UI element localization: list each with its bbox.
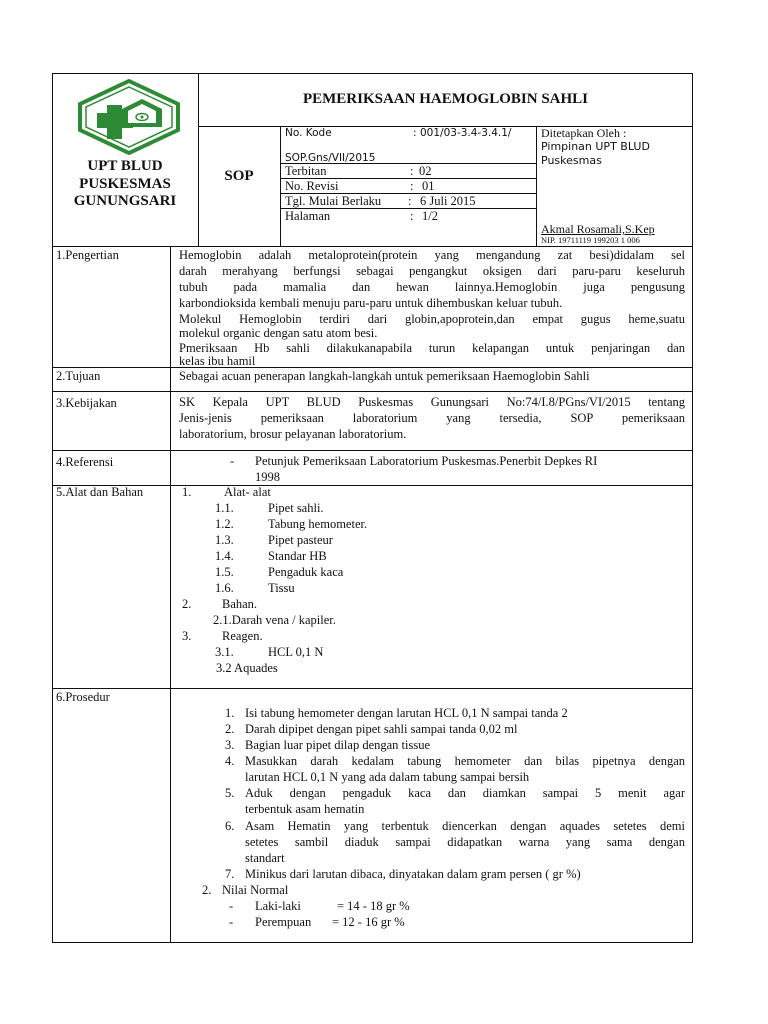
alat-item: Standar HB: [268, 549, 327, 563]
prosedur-step-text: larutan HCL 0,1 N yang ada dalam tabung sampai bersih: [245, 770, 530, 784]
alat-item-num: 1.4.: [215, 549, 234, 563]
prosedur-step-text: Masukkan darah kedalam tabung hemometer dan bilas pipetnya dengan: [245, 754, 685, 768]
meta-halaman-label: Halaman: [285, 209, 331, 223]
alat-item-num: 1.1.: [215, 501, 234, 515]
alat-sub2: 2.1.Darah vena / kapiler.: [213, 613, 336, 627]
referensi-line-2: 1998: [255, 470, 280, 484]
meta-halaman-sep: :: [410, 209, 414, 223]
alat-item: Pipet pasteur: [268, 533, 333, 547]
meta-no-kode-cont: SOP.Gns/VII/2015: [285, 152, 376, 164]
alat-sub3a-num: 3.1.: [215, 645, 234, 659]
prosedur-step-text: Bagian luar pipet dilap dengan tissue: [245, 738, 431, 752]
header-divider-sop: [280, 126, 281, 246]
alat-h3: Reagen.: [222, 629, 263, 643]
referensi-bullet: -: [230, 454, 235, 468]
pengertian-line-4: karbondioksida kembali menuju paru-paru untuk dihembuskan keluar tubuh.: [179, 296, 563, 310]
nilai-normal-title: Nilai Normal: [222, 883, 289, 897]
meta-revisi-sep: :: [410, 179, 414, 193]
prosedur-step-num: 7.: [225, 867, 235, 881]
prosedur-step-num: 4.: [225, 754, 235, 768]
meta-tgl-label: Tgl. Mulai Berlaku: [285, 194, 382, 208]
meta-tgl-value: 6 Juli 2015: [420, 194, 476, 208]
sop-label: SOP: [224, 168, 254, 184]
pengertian-line-6: molekul organic dengan satu atom besi.: [179, 326, 378, 340]
kebijakan-line-1: SK Kepala UPT BLUD Puskesmas Gunungsari No:74/I.8/PGns/VI/2015 tentang: [179, 395, 685, 409]
pengertian-line-5: Molekul Hemoglobin terdiri dari globin,apoprotein,dan empat gugus heme,suatu: [179, 312, 685, 326]
meta-terbitan-label: Terbitan: [285, 164, 327, 178]
alat-item: Tabung hemometer.: [268, 517, 368, 531]
meta-terbitan-value: 02: [419, 164, 432, 178]
alat-h1: Alat- alat: [224, 485, 271, 499]
puskesmas-logo: [78, 79, 180, 155]
prosedur-step-text: setetes sambil diaduk sampai didapatkan warna yang sama dengan: [245, 835, 685, 849]
row-divider-4: [52, 485, 693, 486]
prosedur-step-text: Isi tabung hemometer dengan larutan HCL 0,1 N sampai tanda 2: [245, 706, 568, 720]
meta-no-kode-sep: :: [413, 127, 417, 139]
prosedur-step-num: 1.: [225, 706, 235, 720]
institution-line-1: UPT BLUD: [87, 158, 163, 174]
prosedur-step-text: Asam Hematin yang terbentuk diencerkan dengan aquades setetes demi: [245, 819, 685, 833]
tujuan-text: Sebagai acuan penerapan langkah-langkah untuk pemeriksaan Haemoglobin Sahli: [179, 369, 590, 383]
institution-line-2: PUSKESMAS: [79, 176, 171, 192]
alat-item: Pipet sahli.: [268, 501, 324, 515]
table-border-right: [692, 73, 693, 943]
institution-line-3: GUNUNGSARI: [73, 193, 177, 209]
table-border-top: [52, 73, 693, 74]
approval-line-2: Pimpinan UPT BLUD: [541, 140, 650, 153]
row-divider-2: [52, 391, 693, 392]
alat-item-num: 1.2.: [215, 517, 234, 531]
nilai-normal-value: = 12 - 16 gr %: [332, 915, 405, 929]
label-column-divider: [170, 246, 171, 943]
meta-terbitan-sep: :: [410, 164, 414, 178]
meta-no-kode-value: 001/03-3.4-3.4.1/: [420, 127, 512, 139]
alat-h2-num: 2.: [182, 597, 192, 611]
table-border-bottom: [52, 942, 693, 943]
alat-sub3b: 3.2 Aquades: [216, 661, 278, 675]
meta-tgl-sep: :: [408, 194, 412, 208]
row-divider-5: [52, 688, 693, 689]
nilai-normal-value: = 14 - 18 gr %: [337, 899, 410, 913]
pengertian-line-2: darah merahyang berfungsi sebagai pengangkut oksigen dari paru-paru keseluruh: [179, 264, 685, 278]
kebijakan-label: 3.Kebijakan: [56, 396, 117, 410]
alat-label: 5.Alat dan Bahan: [56, 485, 144, 499]
pengertian-line-3: tubuh pada mamalia dan hewan lainnya.Hemoglobin juga pengusung: [179, 280, 685, 294]
pengertian-label: 1.Pengertian: [56, 248, 119, 262]
approval-line-3: Puskesmas: [541, 154, 602, 167]
approval-name: Akmal Rosamali,S.Kep: [541, 222, 655, 236]
alat-item-num: 1.6.: [215, 581, 234, 595]
nilai-normal-bullet: -: [229, 899, 234, 913]
referensi-line-1: Petunjuk Pemeriksaan Laboratorium Puskesmas.Penerbit Depkes RI: [255, 454, 598, 468]
prosedur-step-text: Aduk dengan pengaduk kaca dan diamkan sampai 5 menit agar: [245, 786, 685, 800]
nilai-normal-label: Laki-laki: [255, 899, 301, 913]
alat-sub3a: HCL 0,1 N: [268, 645, 324, 659]
meta-no-kode-label: No. Kode: [285, 127, 332, 139]
alat-item-num: 1.3.: [215, 533, 234, 547]
prosedur-step-num: 3.: [225, 738, 235, 752]
prosedur-step-num: 2.: [225, 722, 235, 736]
referensi-label: 4.Referensi: [56, 455, 114, 469]
approval-line-1: Ditetapkan Oleh :: [541, 126, 627, 140]
nilai-normal-bullet: -: [229, 915, 234, 929]
alat-item: Pengaduk kaca: [268, 565, 344, 579]
meta-revisi-value: 01: [422, 179, 435, 193]
nilai-normal-num: 2.: [202, 883, 212, 897]
alat-item: Tissu: [268, 581, 295, 595]
pengertian-line-1: Hemoglobin adalah metaloprotein(protein yang mengandung zat besi)didalam sel: [179, 248, 685, 262]
prosedur-step-num: 6.: [225, 819, 235, 833]
alat-item-num: 1.5.: [215, 565, 234, 579]
prosedur-step-num: 5.: [225, 786, 235, 800]
meta-halaman-value: 1/2: [422, 209, 438, 223]
prosedur-step-text: terbentuk asam hematin: [245, 802, 365, 816]
alat-h1-num: 1.: [182, 485, 192, 499]
pengertian-line-8: kelas ibu hamil: [179, 354, 256, 368]
alat-h3-num: 3.: [182, 629, 192, 643]
pengertian-line-7: Pmeriksaan Hb sahli dilakukanapabila turun kelapangan untuk penjaringan dan: [179, 341, 685, 355]
prosedur-step-text: Minikus dari larutan dibaca, dinyatakan dalam gram persen ( gr %): [245, 867, 581, 881]
kebijakan-line-2: Jenis-jenis pemeriksaan laboratorium yang tersedia, SOP pemeriksaan: [179, 411, 685, 425]
meta-revisi-label: No. Revisi: [285, 179, 339, 193]
alat-h2: Bahan.: [222, 597, 258, 611]
prosedur-label: 6.Prosedur: [56, 690, 110, 704]
prosedur-step-text: standart: [245, 851, 285, 865]
approval-nip: NIP. 19711119 199203 1 006: [541, 235, 640, 245]
header-divider-approval: [536, 126, 537, 246]
nilai-normal-label: Perempuan: [255, 915, 312, 929]
prosedur-step-text: Darah dipipet dengan pipet sahli sampai tanda 0,02 ml: [245, 722, 518, 736]
document-title: PEMERIKSAAN HAEMOGLOBIN SAHLI: [302, 91, 589, 107]
tujuan-label: 2.Tujuan: [56, 369, 101, 383]
kebijakan-line-3: laboratorium, brosur pelayanan laboratorium.: [179, 427, 407, 441]
row-divider-3: [52, 450, 693, 451]
